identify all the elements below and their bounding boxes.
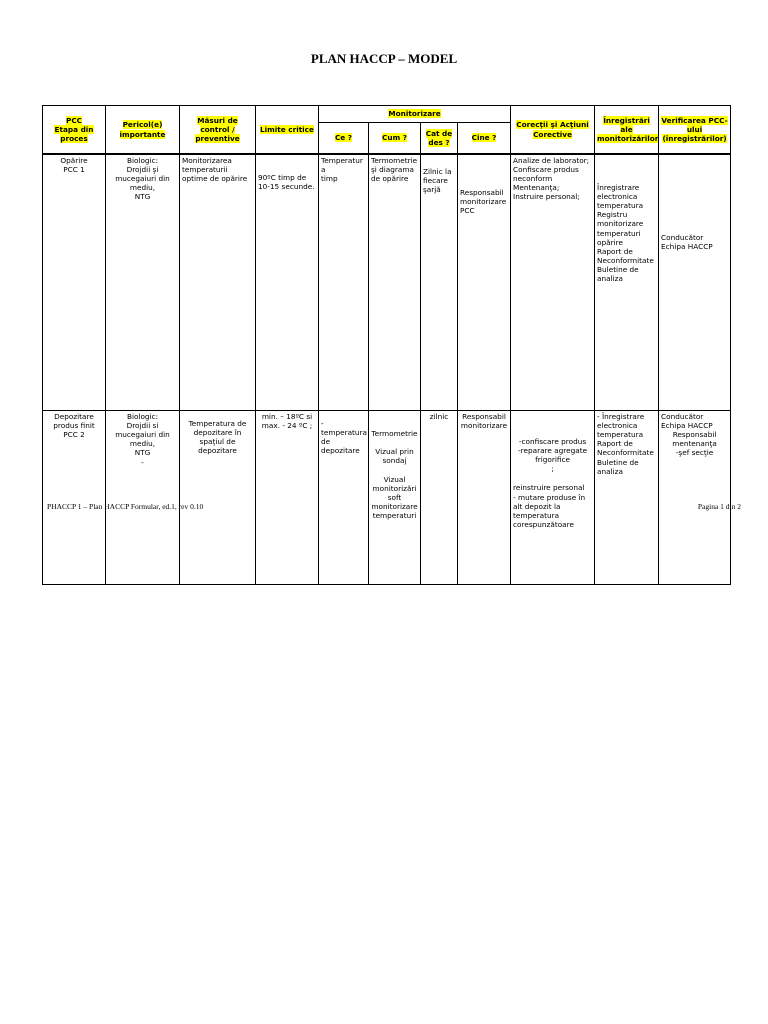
row1-pericole: Biologic: Drojdii şi mucegaiuri din mediu, NTG <box>106 154 180 411</box>
row2-corectii-top: -confiscare produs -reparare agregate frigorifice ; <box>518 437 588 474</box>
document-title: PLAN HACCP – MODEL <box>310 51 458 66</box>
header-cum-label: Cum ? <box>382 133 407 143</box>
row1-cine: Responsabil monitorizare PCC <box>458 154 511 411</box>
row2-cum: Termometrie Vizual prin sondaj Vizual monitorizări soft monitorizare temperaturi <box>369 411 421 585</box>
header-cat-de-des <box>421 123 458 155</box>
header-pcc-label: PCC Etapa din proces <box>54 115 94 144</box>
row2-corectii-bottom: reinstruire personal - mutare produse în alt depozit la temperatura corespunzătoare <box>513 483 586 529</box>
row2-masuri: Temperatura de depozitare în spaţiul de depozitare <box>180 411 256 585</box>
header-limite <box>256 106 319 155</box>
row2-pcc: Depozitare produs finit PCC 2 <box>43 411 106 585</box>
header-cine-label: Cine ? <box>471 133 497 143</box>
row1-ce: Temperatur a timp <box>319 154 369 411</box>
row2-verificarea-bottom: Responsabil mentenanţa -şef secţie <box>672 430 717 458</box>
row1-cum: Termometrie şi diagrama de opărire <box>369 154 421 411</box>
table-row <box>43 154 731 411</box>
row1-pcc: Opărire PCC 1 <box>43 154 106 411</box>
header-cat-de-des-label: Cat de des ? <box>425 128 453 147</box>
header-inregistrari-label: Înregistrări ale monitorizărilor <box>597 115 659 144</box>
row1-limite: 90ºC timp de 10-15 secunde. <box>256 154 319 411</box>
header-masuri-label: Măsuri de control / preventive <box>195 115 240 144</box>
row2-cine: Responsabil monitorizare <box>458 411 511 585</box>
header-monitorizare-label: Monitorizare <box>388 109 441 119</box>
header-verificarea-label: Verificarea PCC- ului (înregistrărilor) <box>661 115 728 144</box>
row2-cat-de-des: zilnic <box>421 411 458 585</box>
row2-corectii <box>511 411 595 585</box>
header-verificarea <box>659 106 731 155</box>
row1-corectii: Analize de laborator; Confiscare produs neconform Mentenanţa; Instruire personal; <box>511 154 595 411</box>
header-ce <box>319 123 369 155</box>
row2-pericole: Biologic: Drojdii si mucegaiuri din mediu, NTG - <box>106 411 180 585</box>
header-ce-label: Ce ? <box>334 133 353 143</box>
row2-verificarea <box>659 411 731 585</box>
header-inregistrari <box>595 106 659 155</box>
row2-ce: -temperatura de depozitare <box>319 411 369 585</box>
header-pcc <box>43 106 106 155</box>
header-cine <box>458 123 511 155</box>
row2-limite: min. – 18ºC si max. - 24 ºC ; <box>256 411 319 585</box>
header-corectii-label: Corecţii şi Acţiuni Corective <box>516 120 589 139</box>
header-cum <box>369 123 421 155</box>
header-pericole-label: Pericol(e) importante <box>119 120 166 139</box>
header-monitorizare <box>319 106 511 123</box>
header-corectii <box>511 106 595 155</box>
header-pericole <box>106 106 180 155</box>
row2-inregistrari: - Înregistrare electronica temperatura Raport de Neconformitate Buletine de analiza <box>595 411 659 585</box>
footer-page-number: Pagina 1 din 2 <box>697 502 741 511</box>
row1-masuri: Monitorizarea temperaturii optime de opărire <box>180 154 256 411</box>
haccp-plan-table <box>42 105 731 585</box>
header-limite-label: Limite critice <box>260 124 314 134</box>
row1-cat-de-des: Zilnic la fiecare şarjă <box>421 154 458 411</box>
row1-verificarea: Conducător Echipa HACCP <box>659 154 731 411</box>
table-row <box>43 411 731 585</box>
footer-form-id: PHACCP 1 – Plan HACCP Formular, ed.1, rev 0.10 <box>47 502 204 511</box>
row2-verificarea-top: Conducător Echipa HACCP <box>661 412 713 431</box>
row1-inregistrari: Înregistrare electronica temperatura Registru monitorizare temperaturi opărire Raport de Neconformitate Buletine de analiza <box>595 154 659 411</box>
header-masuri <box>180 106 256 155</box>
